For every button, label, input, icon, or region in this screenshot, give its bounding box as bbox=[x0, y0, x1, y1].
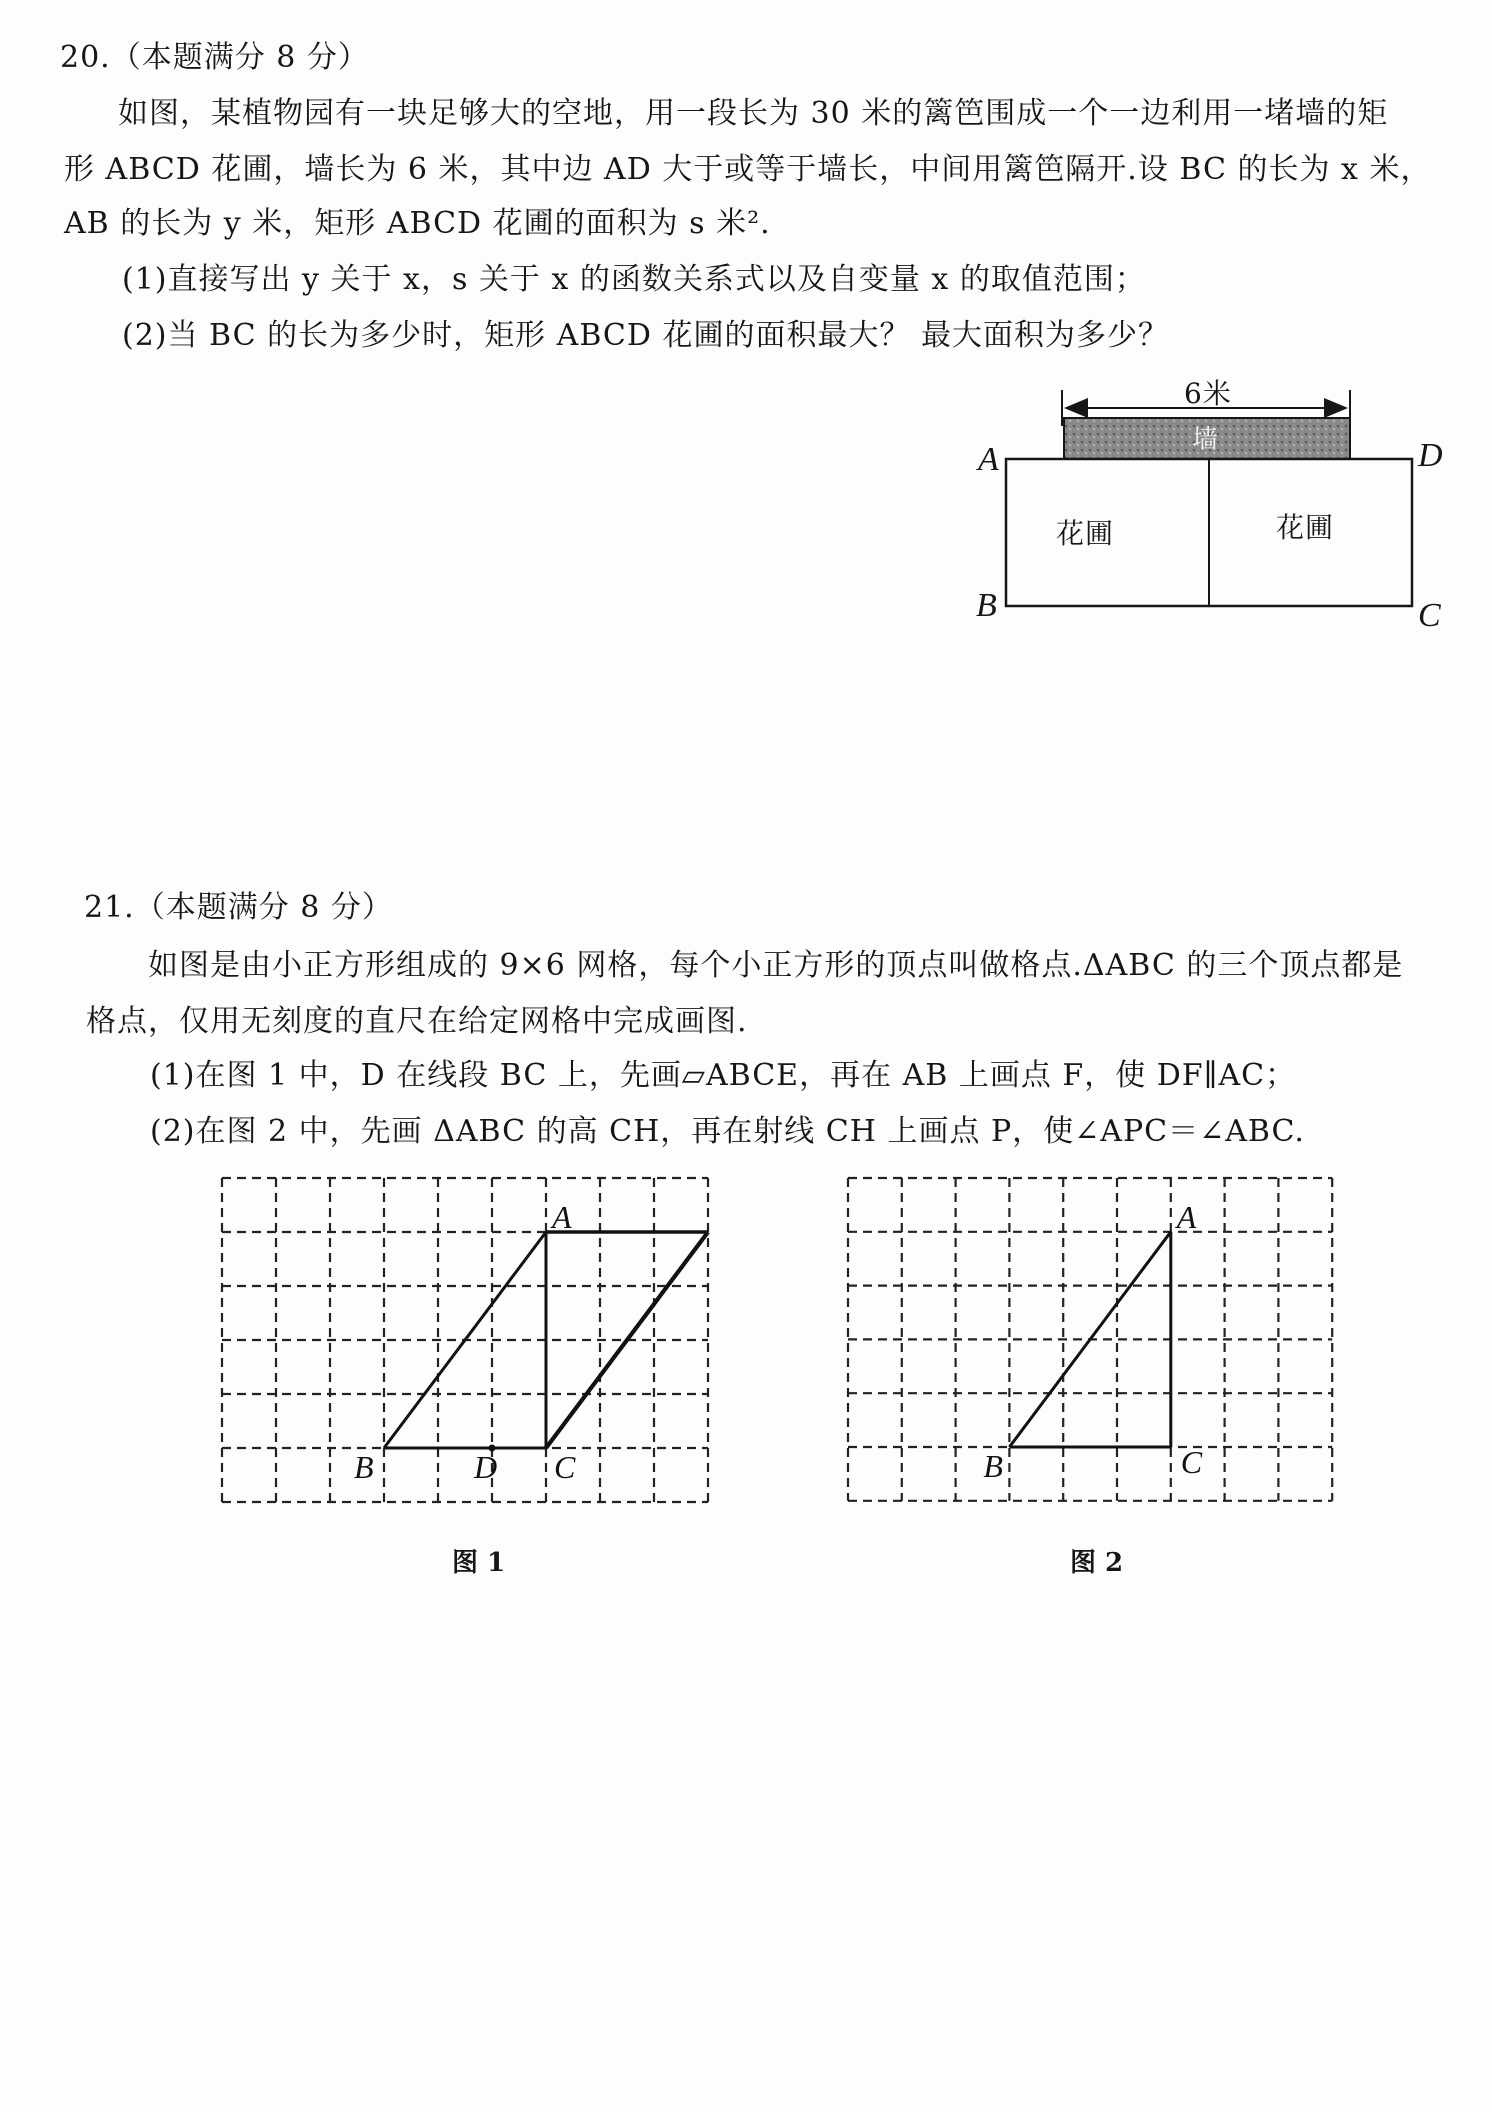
q21-part-2: (2)在图 2 中，先画 ΔABC 的高 CH，再在射线 CH 上画点 P，使∠APC＝∠ABC. bbox=[150, 1114, 1305, 1149]
wall-length-label: 6米 bbox=[1184, 377, 1232, 410]
fig2-label-b: B bbox=[983, 1448, 1003, 1484]
fig1-label-d: D bbox=[474, 1449, 498, 1485]
q20-part-1: (1)直接写出 y 关于 x，s 关于 x 的函数关系式以及自变量 x 的取值范围； bbox=[122, 262, 1146, 297]
vertex-label-a: A bbox=[978, 441, 1000, 478]
q20-line-2: 形 ABCD 花圃，墙长为 6 米，其中边 AD 大于或等于墙长，中间用篱笆隔开.设 BC 的长为 x 米， bbox=[64, 152, 1432, 187]
figure-2-caption: 图 2 bbox=[1070, 1548, 1124, 1578]
q20-line-1: 如图，某植物园有一块足够大的空地，用一段长为 30 米的篱笆围成一个一边利用一堵墙的矩 bbox=[118, 96, 1389, 131]
fig2-label-c: C bbox=[1180, 1444, 1203, 1480]
fig1-label-c: C bbox=[554, 1449, 576, 1485]
vertex-label-c: C bbox=[1418, 597, 1442, 634]
fig1-label-a: A bbox=[552, 1199, 572, 1235]
q21-line-1: 如图是由小正方形组成的 9×6 网格，每个小正方形的顶点叫做格点.ΔABC 的三个顶点都是 bbox=[148, 948, 1404, 983]
flower-bed-label-right: 花圃 bbox=[1276, 511, 1335, 544]
q20-heading: 20.（本题满分 8 分） bbox=[60, 40, 369, 75]
figure-1-caption: 图 1 bbox=[452, 1548, 506, 1578]
q21-part-1: (1)在图 1 中，D 在线段 BC 上，先画▱ABCE，再在 AB 上画点 F，使 DF∥AC； bbox=[150, 1058, 1297, 1093]
fig2-label-a: A bbox=[1176, 1198, 1197, 1235]
vertex-label-d: D bbox=[1418, 437, 1444, 474]
q20-line-3: AB 的长为 y 米，矩形 ABCD 花圃的面积为 s 米². bbox=[64, 206, 771, 241]
wall-label: 墙 bbox=[1192, 425, 1220, 455]
vertex-label-b: B bbox=[976, 587, 998, 624]
q20-part-2: (2)当 BC 的长为多少时，矩形 ABCD 花圃的面积最大？ 最大面积为多少？ bbox=[122, 318, 1170, 353]
flower-bed-label-left: 花圃 bbox=[1056, 517, 1115, 550]
fig1-label-b: B bbox=[354, 1449, 374, 1485]
q21-line-2: 格点，仅用无刻度的直尺在给定网格中完成画图. bbox=[86, 1004, 748, 1039]
q21-heading: 21.（本题满分 8 分） bbox=[84, 890, 393, 925]
